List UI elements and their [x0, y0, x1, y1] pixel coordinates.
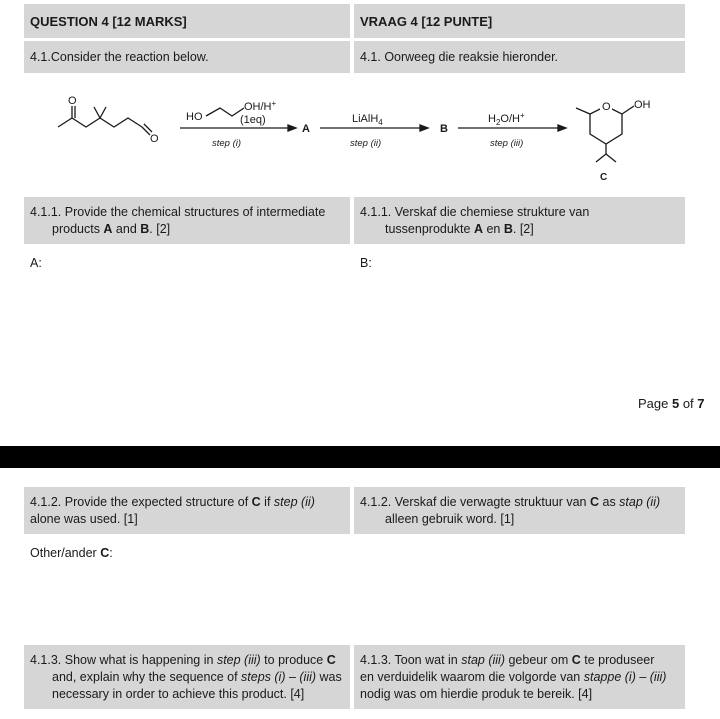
start-material-chain [58, 118, 142, 127]
intermediate-b-label: B [440, 123, 448, 135]
q41-en-text: 4.1.Consider the reaction below. [30, 50, 209, 64]
q413-af-cell: 4.1.3. Toon wat in stap (iii) gebeur om C te produseer en verduidelik waarom die volgorde van stappe (i) – (iii) nodig was om hierdie produk te bereik. [4] [354, 645, 685, 709]
step-1-label: step (i) [212, 138, 242, 149]
q411-en-cell: 4.1.1. Provide the chemical structures of intermediate products A and B. [2] [24, 197, 350, 244]
reagent1-ho: HO [186, 111, 203, 123]
question-header-en [24, 4, 350, 38]
q411-af-cell: 4.1.1. Verskaf die chemiese strukture van tussenprodukte A en B. [2] [354, 197, 685, 244]
reagent3-h2o: $H_2O/H^+$ [488, 111, 525, 127]
reagent2-lialh4: LiAlH$_4$ [352, 113, 383, 127]
step-3-label: step (iii) [490, 138, 524, 149]
page-number: Page 5 of 7 [638, 396, 705, 411]
page-break-band [0, 446, 720, 468]
answer-a-label: A: [30, 256, 42, 270]
reaction-scheme [0, 80, 720, 190]
intermediate-a-label: A [302, 123, 310, 135]
q41-af-text: 4.1. Oorweeg die reaksie hieronder. [360, 50, 559, 64]
product-c-label: C [600, 172, 608, 183]
atom-oh: OH [634, 99, 651, 111]
question-title-en: QUESTION 4 [12 MARKS] [30, 13, 187, 29]
product-b-ref: B [140, 222, 150, 236]
q41-af-cell [354, 41, 685, 73]
atom-o-ring: O [602, 101, 611, 113]
q41-en-cell [24, 41, 350, 73]
atom-o-aldehyde: O [150, 133, 159, 145]
question-title-af: VRAAG 4 [12 PUNTE] [360, 13, 493, 29]
reagent1-eq: (1eq) [240, 114, 266, 126]
step-2-label: step (ii) [350, 138, 382, 149]
answer-b-label: B: [360, 256, 372, 270]
q412-af-cell: 4.1.2. Verskaf die verwagte struktuur van C as stap (ii) alleen gebruik word. [1] [354, 487, 685, 534]
product-a-ref: A [103, 222, 113, 236]
answer-c-label: Other/ander C: [30, 546, 113, 560]
atom-o-ketone: O [68, 95, 77, 107]
q413-en-cell: 4.1.3. Show what is happening in step (iii) to produce C and, explain why the sequence of steps (i) – (iii) was necessary in order to achieve this product. [4] [24, 645, 350, 709]
question-header-af [354, 4, 685, 38]
q412-en-cell: 4.1.2. Provide the expected structure of C if step (ii) alone was used. [1] [24, 487, 350, 534]
reagent1-oh: OH/H+ [244, 99, 277, 113]
